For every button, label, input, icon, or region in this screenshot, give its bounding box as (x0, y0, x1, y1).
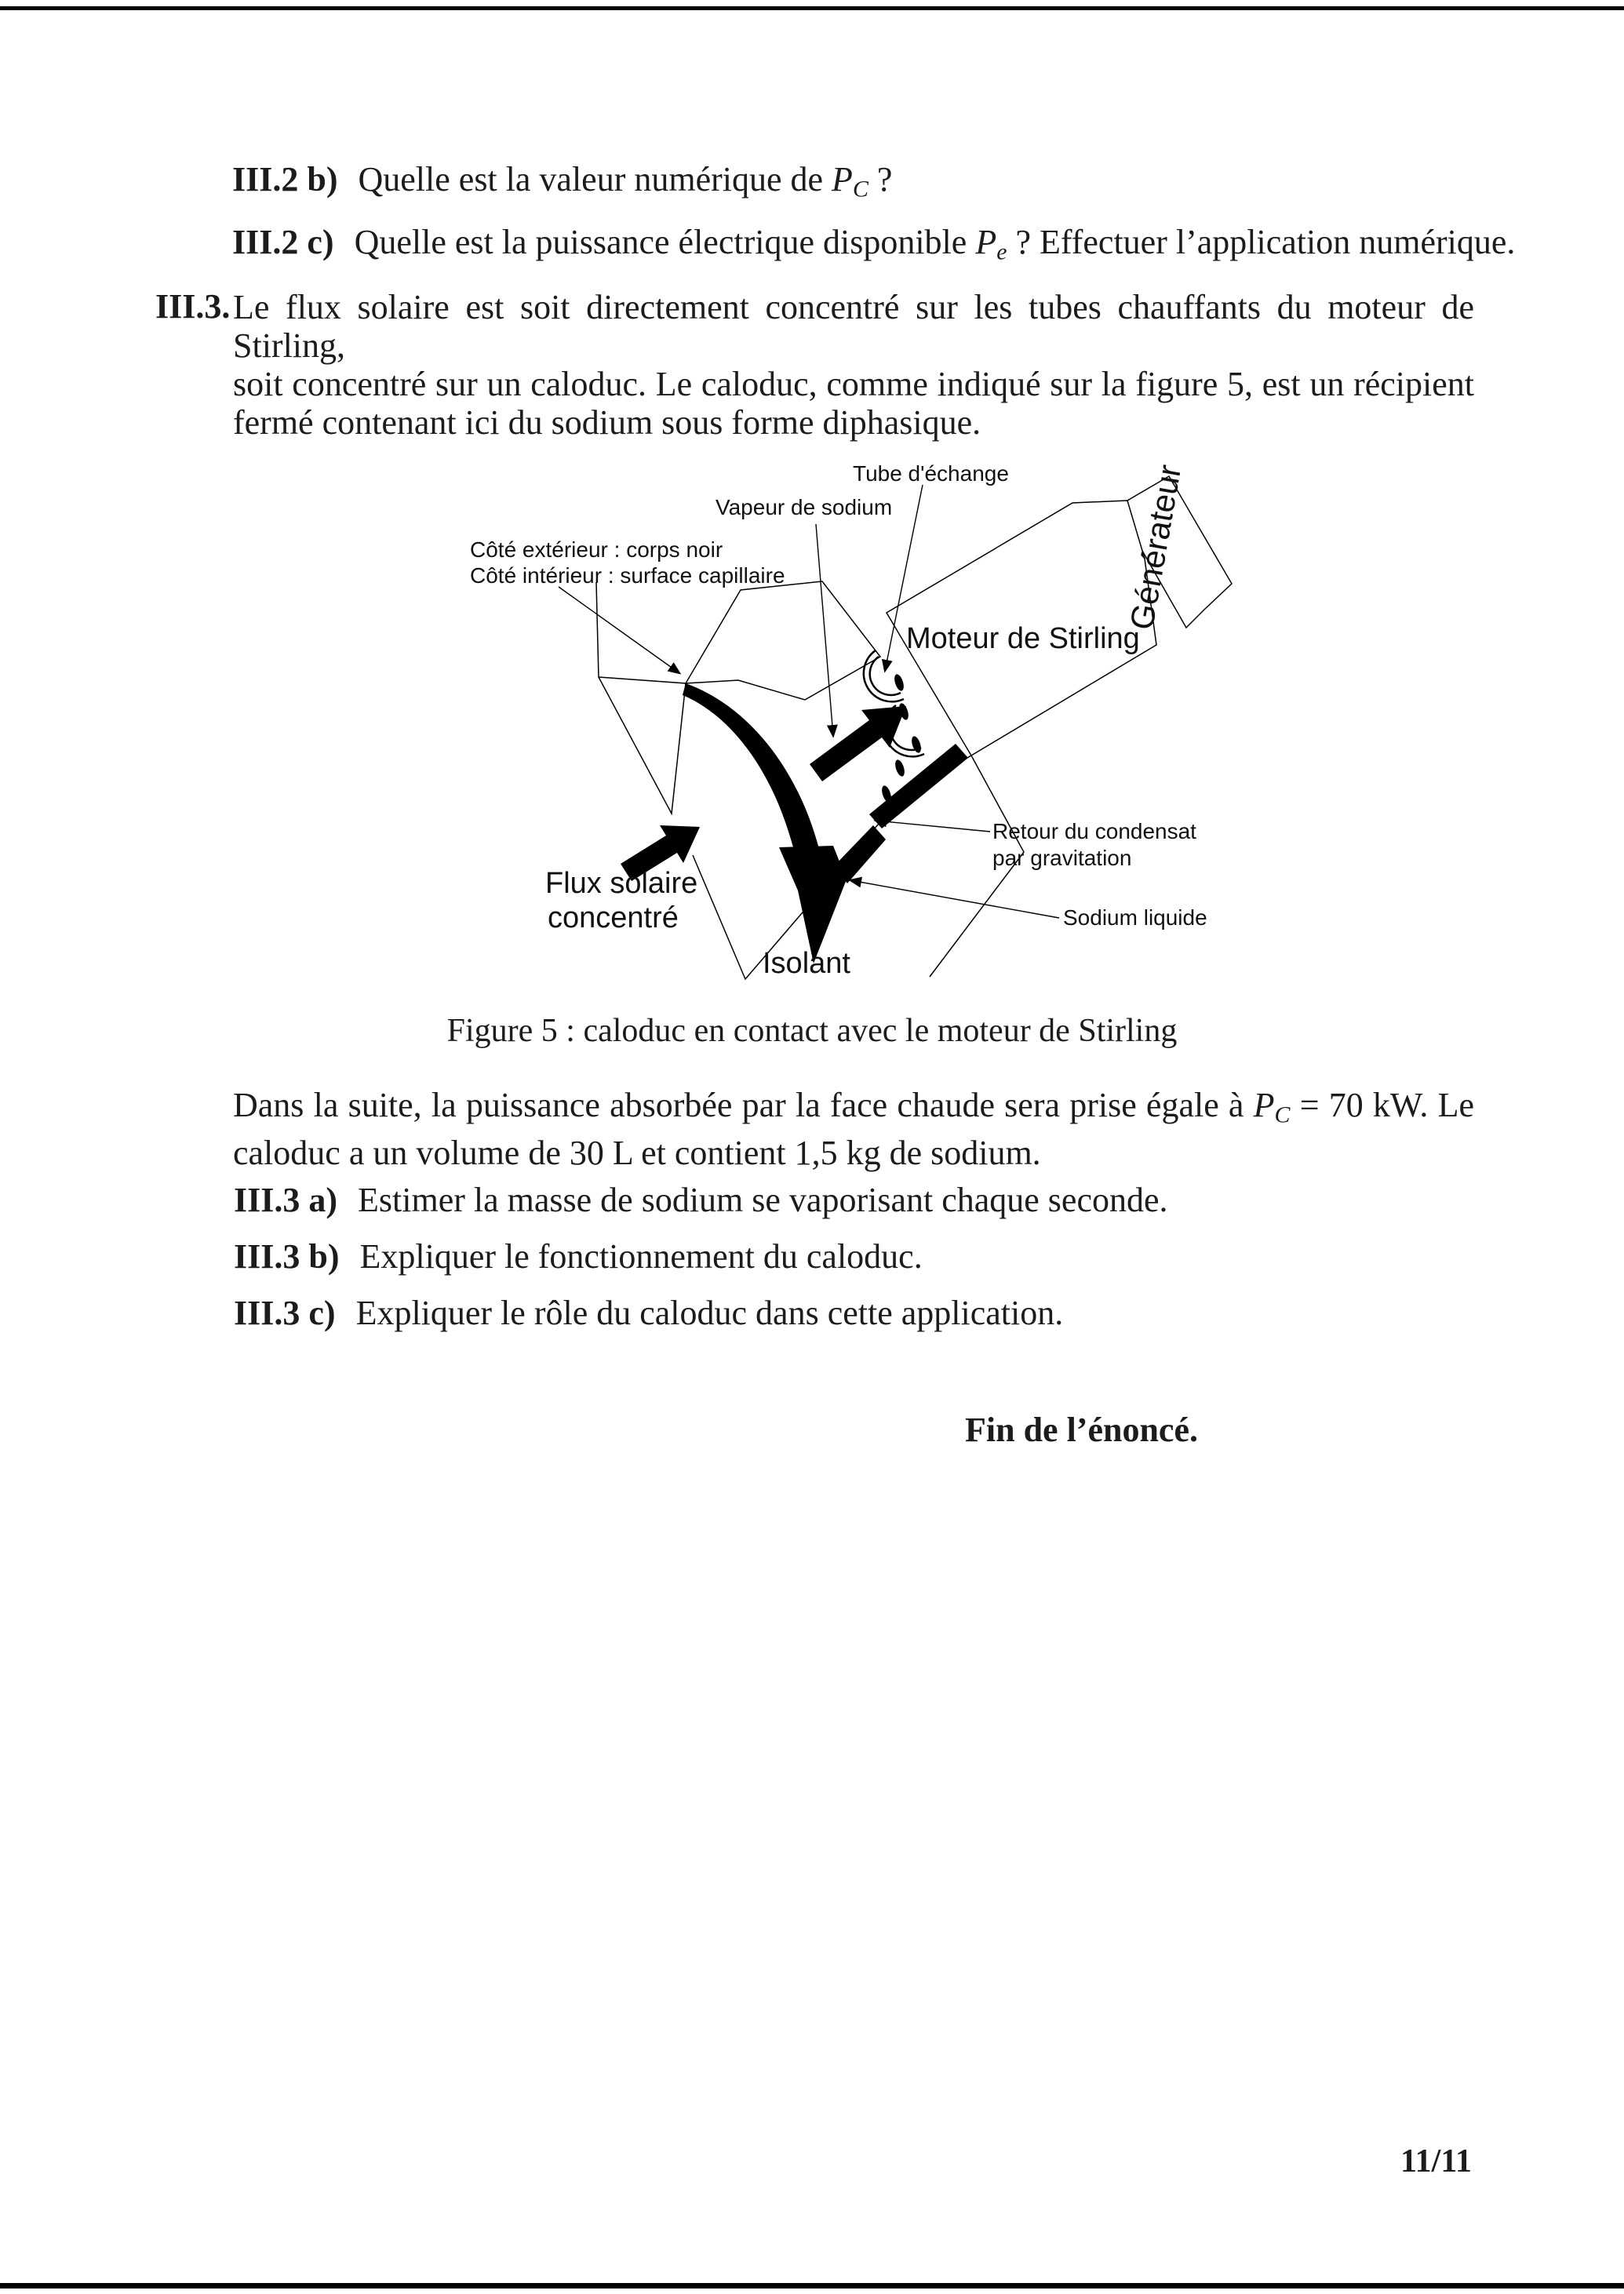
question-text-after: ? Effectuer l’application numérique. (1007, 223, 1516, 261)
label-retour-condensat: Retour du condensat (992, 819, 1196, 843)
label-generateur: Générateur (1123, 461, 1189, 633)
paragraph-line: soit concentré sur un caloduc. Le caloduc, comme indiqué sur la figure 5, est un récipient (233, 365, 1474, 403)
question-label: III.3 c) (234, 1294, 336, 1332)
page-number: 11/11 (1400, 2143, 1473, 2179)
paragraph-line: fermé contenant ici du sodium sous forme diphasique. (233, 403, 981, 442)
label-tube-echange: Tube d'échange (853, 461, 1009, 486)
paragraph-text-after: = 70 kW. Le (1290, 1086, 1474, 1124)
question-iii3b (234, 1236, 923, 1276)
question-iii2b (232, 159, 892, 202)
label-isolant: Isolant (763, 947, 850, 980)
condensate-band-lower (834, 825, 886, 883)
label-sodium-liquide: Sodium liquide (1063, 905, 1207, 930)
label-cote-interieur: Côté intérieur : surface capillaire (470, 563, 785, 588)
paragraph-line: caloduc a un volume de 30 L et contient 1,5 kg de sodium. (233, 1134, 1041, 1173)
figure-caloduc-diagram (424, 447, 1287, 1004)
question-text-after: ? (868, 160, 893, 198)
data-paragraph (233, 1086, 1474, 1172)
paragraph-text: Dans la suite, la puissance absorbée par la face chaude sera prise égale à (233, 1086, 1254, 1124)
label-flux-solaire-1: Flux solaire (545, 867, 698, 900)
end-of-statement: Fin de l’énoncé. (965, 1411, 1198, 1449)
question-iii3c (234, 1293, 1063, 1333)
question-iii3a (234, 1180, 1168, 1220)
math-var: P (975, 223, 997, 261)
math-var: P (1253, 1086, 1275, 1124)
question-text: Estimer la masse de sodium se vaporisant chaque seconde. (358, 1181, 1168, 1219)
paragraph-line: Le flux solaire est soit directement concentré sur les tubes chauffants du moteur de Stirling, (233, 288, 1474, 365)
question-label: III.3 b) (234, 1237, 340, 1276)
sodium-liquid-pool (779, 846, 847, 963)
figure-caption: Figure 5 : caloduc en contact avec le moteur de Stirling (446, 1013, 1178, 1049)
question-label: III.2 c) (232, 223, 334, 261)
vapor-flow-arrow (810, 706, 906, 781)
question-iii2c (232, 222, 1515, 265)
label-flux-solaire-2: concentré (548, 901, 679, 934)
scan-edge-bottom (0, 2283, 1624, 2289)
label-retour-gravitation: par gravitation (992, 846, 1132, 870)
question-label: III.2 b) (232, 160, 338, 198)
question-label: III.3 a) (234, 1181, 338, 1219)
question-text: Quelle est la puissance électrique disponible (354, 223, 976, 261)
label-cote-exterieur: Côté extérieur : corps noir (470, 537, 723, 562)
label-moteur-stirling: Moteur de Stirling (906, 622, 1140, 655)
scan-edge-top (0, 6, 1624, 10)
paragraph-line (233, 1086, 1474, 1134)
section-label: III.3. (155, 287, 231, 326)
math-subscript: C (1274, 1101, 1291, 1128)
label-vapeur-sodium: Vapeur de sodium (716, 495, 893, 519)
section-paragraph (233, 288, 1474, 442)
question-text: Expliquer le fonctionnement du caloduc. (359, 1237, 923, 1276)
question-text: Expliquer le rôle du caloduc dans cette application. (355, 1294, 1064, 1332)
math-subscript: e (996, 239, 1007, 265)
math-subscript: C (852, 176, 868, 202)
math-var: P (832, 160, 853, 198)
question-text: Quelle est la valeur numérique de (358, 160, 832, 198)
